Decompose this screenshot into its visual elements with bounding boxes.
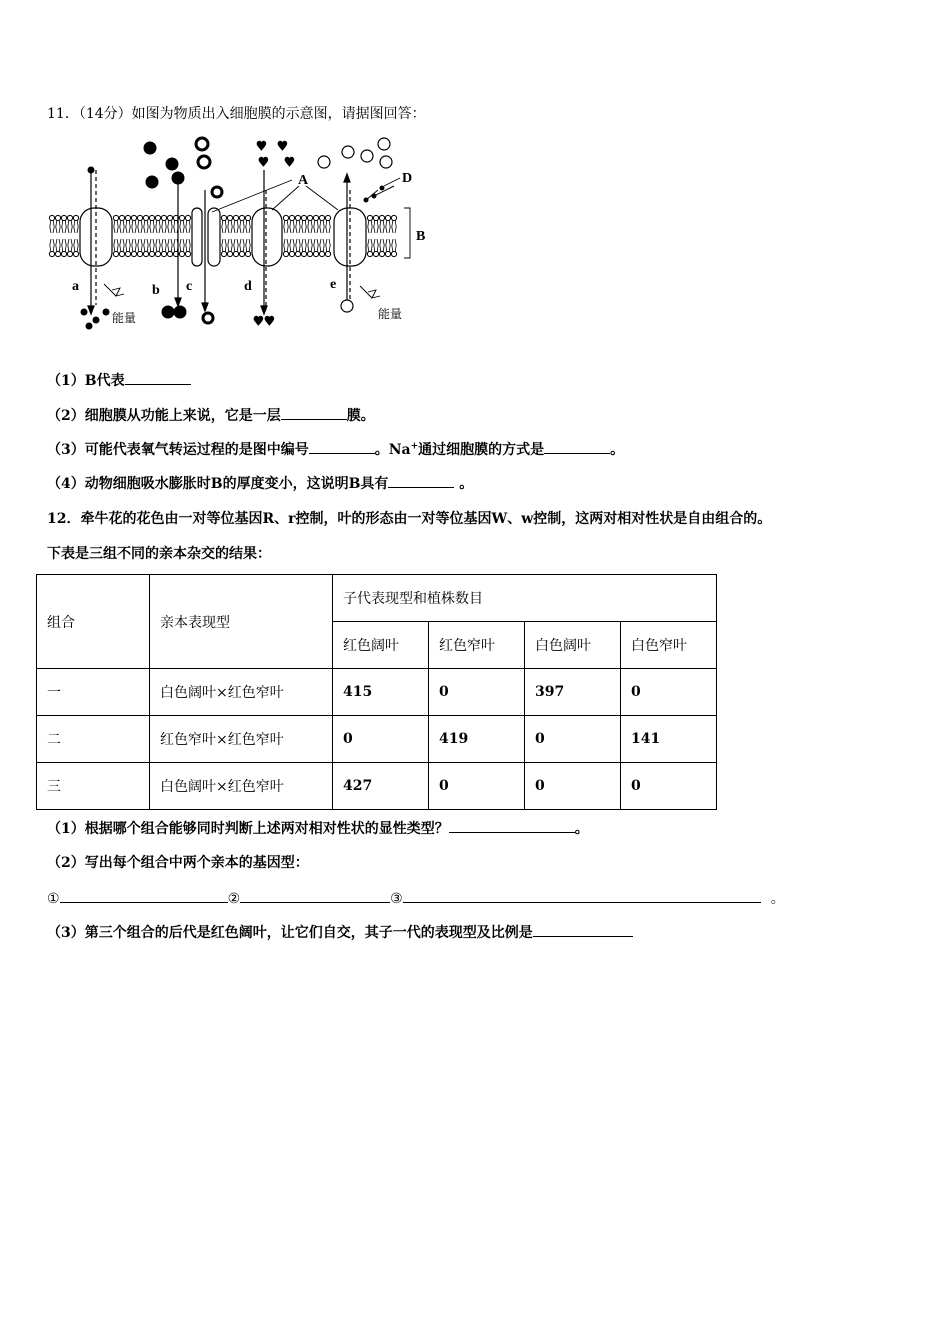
q12-sub1 xyxy=(47,818,589,838)
protein-e xyxy=(334,190,366,300)
answer-blank[interactable] xyxy=(388,475,454,488)
svg-text:♥: ♥ xyxy=(264,314,275,328)
q12-genotype-line xyxy=(47,888,785,908)
answer-blank[interactable] xyxy=(533,924,633,937)
q11-sub4-end: 。 xyxy=(454,476,474,492)
q12-sub3-text: （3）第三个组合的后代是红色阔叶，让它们自交，其子一代的表现型及比例是 xyxy=(47,925,533,941)
answer-blank[interactable] xyxy=(309,441,375,454)
label-B: B xyxy=(416,229,426,244)
cell-value: 427 xyxy=(333,763,429,810)
label-e: e xyxy=(330,277,337,292)
cell-group: 二 xyxy=(37,716,150,763)
table-row xyxy=(37,763,717,810)
q11-sub3-text2: 通过细胞膜的方式是 xyxy=(418,442,545,458)
answer-blank[interactable] xyxy=(544,441,610,454)
marker-2: ② xyxy=(227,891,241,907)
q11-sub4 xyxy=(47,473,473,493)
q11-number: 11． xyxy=(47,106,79,122)
energy-zigzags xyxy=(104,284,380,298)
cell-parent: 白色阔叶×红色窄叶 xyxy=(150,669,333,716)
cell-value: 0 xyxy=(429,669,525,716)
q11-sub4-text: （4）动物细胞吸水膨胀时B的厚度变小，这说明B具有 xyxy=(47,476,389,492)
q11-sub3-text: （3）可能代表氧气转运过程的是图中编号 xyxy=(47,442,309,458)
q12-sub2: （2）写出每个组合中两个亲本的基因型： xyxy=(47,855,309,871)
answer-blank[interactable] xyxy=(449,820,575,833)
marker-3: ③ xyxy=(390,891,403,907)
protein-d xyxy=(252,190,282,310)
q11-stem-line xyxy=(47,103,426,123)
svg-text:♥: ♥ xyxy=(253,314,264,328)
cell-value: 0 xyxy=(333,716,429,763)
subheader: 红色阔叶 xyxy=(333,622,429,669)
answer-blank[interactable] xyxy=(403,890,761,903)
header-parent: 亲本表现型 xyxy=(150,575,333,669)
cell-value: 415 xyxy=(333,669,429,716)
cell-value: 397 xyxy=(525,669,621,716)
answer-blank[interactable] xyxy=(125,372,191,385)
protein-c xyxy=(192,208,220,266)
q12-sub1-text: （1）根据哪个组合能够同时判断上述两对相对性状的显性类型？ xyxy=(47,821,449,837)
q11-sub3-na: 。Na xyxy=(374,442,411,458)
protein-a xyxy=(80,170,112,305)
q11-sub1-text: （1）B代表 xyxy=(47,373,125,389)
label-c: c xyxy=(186,279,193,294)
receptor-d xyxy=(364,186,394,202)
cell-parent: 白色阔叶×红色窄叶 xyxy=(150,763,333,810)
label-D: D xyxy=(402,171,413,186)
cell-parent: 红色窄叶×红色窄叶 xyxy=(150,716,333,763)
q11-score: （14分） xyxy=(78,106,132,122)
q12-sub3 xyxy=(47,922,633,942)
cell-value: 0 xyxy=(429,763,525,810)
cell-value: 0 xyxy=(525,763,621,810)
marker-1: ① xyxy=(47,891,60,907)
q11-sub2 xyxy=(47,405,375,425)
cell-group: 三 xyxy=(37,763,150,810)
label-a: a xyxy=(72,279,79,294)
cell-value: 0 xyxy=(621,763,717,810)
answer-blank[interactable] xyxy=(60,890,228,903)
cross-results-table xyxy=(36,574,717,810)
label-b: b xyxy=(152,283,160,298)
answer-blank[interactable] xyxy=(240,890,390,903)
subheader: 白色阔叶 xyxy=(525,622,621,669)
cell-value: 0 xyxy=(621,669,717,716)
cell-membrane-diagram xyxy=(44,130,424,330)
q12-stem1: 12．牵牛花的花色由一对等位基因R、r控制，叶的形态由一对等位基因W、w控制，这两对相对性状是自由组合的。 xyxy=(47,511,772,527)
q11-sub1 xyxy=(47,370,191,390)
header-offspring: 子代表现型和植株数目 xyxy=(333,575,717,622)
svg-text:♥: ♥ xyxy=(277,139,288,153)
cell-group: 一 xyxy=(37,669,150,716)
label-A: A xyxy=(298,173,309,188)
svg-text:♥: ♥ xyxy=(284,155,295,169)
q11-sub3-sup: + xyxy=(410,441,419,452)
energy-label-right: 能量 xyxy=(378,307,403,321)
q12-stem2: 下表是三组不同的亲本杂交的结果： xyxy=(47,546,271,562)
cell-value: 0 xyxy=(525,716,621,763)
q11-sub3 xyxy=(47,439,624,459)
q11-stem: 如图为物质出入细胞膜的示意图，请据图回答： xyxy=(131,106,426,122)
q12-sub1-end: 。 xyxy=(574,821,589,837)
table-row xyxy=(37,716,717,763)
header-group: 组合 xyxy=(37,575,150,669)
q11-sub3-end: 。 xyxy=(610,442,625,458)
cell-value: 419 xyxy=(429,716,525,763)
q11-sub2-text: （2）细胞膜从功能上来说，它是一层 xyxy=(47,408,281,424)
svg-text:♥: ♥ xyxy=(256,139,267,153)
label-d: d xyxy=(244,279,252,294)
energy-label-left: 能量 xyxy=(112,311,137,325)
answer-blank[interactable] xyxy=(281,407,347,420)
table-row xyxy=(37,669,717,716)
cell-value: 141 xyxy=(621,716,717,763)
svg-text:♥: ♥ xyxy=(258,155,269,169)
subheader: 红色窄叶 xyxy=(429,622,525,669)
subheader: 白色窄叶 xyxy=(621,622,717,669)
q11-sub2-end: 膜。 xyxy=(346,408,375,424)
genotype-end: 。 xyxy=(770,891,785,907)
